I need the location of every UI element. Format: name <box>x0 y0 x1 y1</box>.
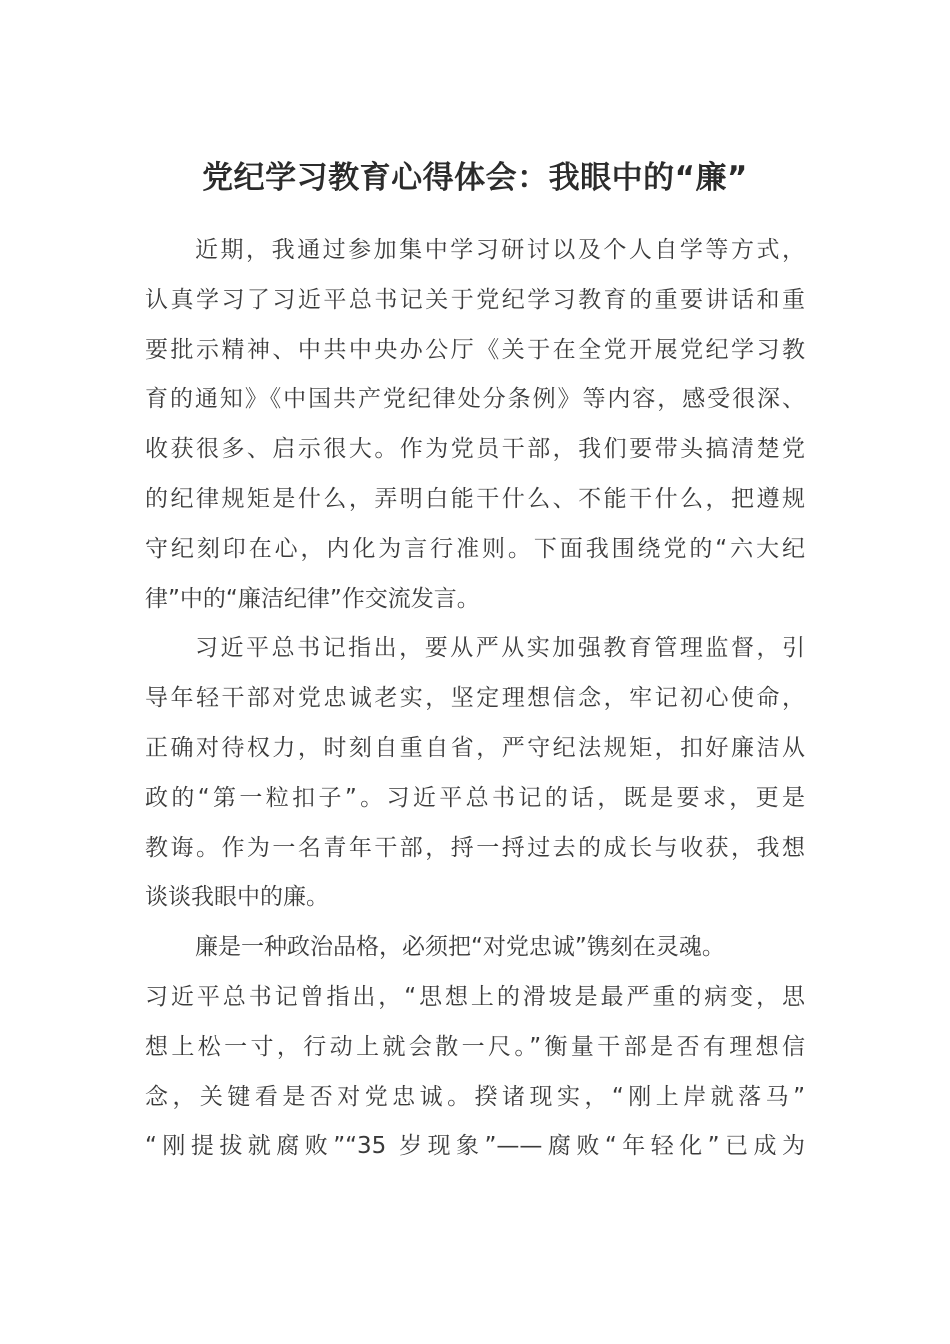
paragraph-line: 育的通知》《中国共产党纪律处分条例》等内容，感受很深、 <box>145 386 805 413</box>
paragraph-line: 政的“第一粒扣子”。习近平总书记的话，既是要求，更是 <box>145 784 805 811</box>
paragraph-line: 习近平总书记指出，要从严从实加强教育管理监督，引 <box>195 635 805 662</box>
paragraph-line: “刚提拔就腐败”“35 岁现象”——腐败“年轻化”已成为 <box>145 1133 805 1160</box>
paragraph-line: 律”中的“廉洁纪律”作交流发言。 <box>145 585 480 612</box>
document-title: 党纪学习教育心得体会：我眼中的“廉” <box>202 160 748 196</box>
paragraph-line: 想上松一寸，行动上就会散一尺。”衡量干部是否有理想信 <box>145 1033 805 1060</box>
paragraph-line: 要批示精神、中共中央办公厅《关于在全党开展党纪学习教 <box>145 336 805 363</box>
paragraph-line: 守纪刻印在心，内化为言行准则。下面我围绕党的“六大纪 <box>145 535 805 562</box>
paragraph-line: 认真学习了习近平总书记关于党纪学习教育的重要讲话和重 <box>145 286 805 313</box>
paragraph-line: 导年轻干部对党忠诚老实，坚定理想信念，牢记初心使命， <box>145 685 805 712</box>
paragraph-line: 念，关键看是否对党忠诚。揆诸现实，“刚上岸就落马” <box>145 1083 805 1110</box>
paragraph-line: 的纪律规矩是什么，弄明白能干什么、不能干什么，把遵规 <box>145 485 805 512</box>
paragraph-line: 廉是一种政治品格，必须把“对党忠诚”镌刻在灵魂。 <box>195 934 725 961</box>
paragraph-line: 收获很多、启示很大。作为党员干部，我们要带头搞清楚党 <box>145 436 805 463</box>
paragraph-line: 近期，我通过参加集中学习研讨以及个人自学等方式， <box>195 237 805 263</box>
document-body <box>145 226 805 1172</box>
paragraph-line: 习近平总书记曾指出，“思想上的滑坡是最严重的病变，思 <box>145 983 805 1010</box>
paragraph-line: 正确对待权力，时刻自重自省，严守纪法规矩，扣好廉洁从 <box>145 734 805 761</box>
paragraph-line: 教诲。作为一名青年干部，捋一捋过去的成长与收获，我想 <box>145 834 805 861</box>
paragraph-line: 谈谈我眼中的廉。 <box>145 884 329 911</box>
